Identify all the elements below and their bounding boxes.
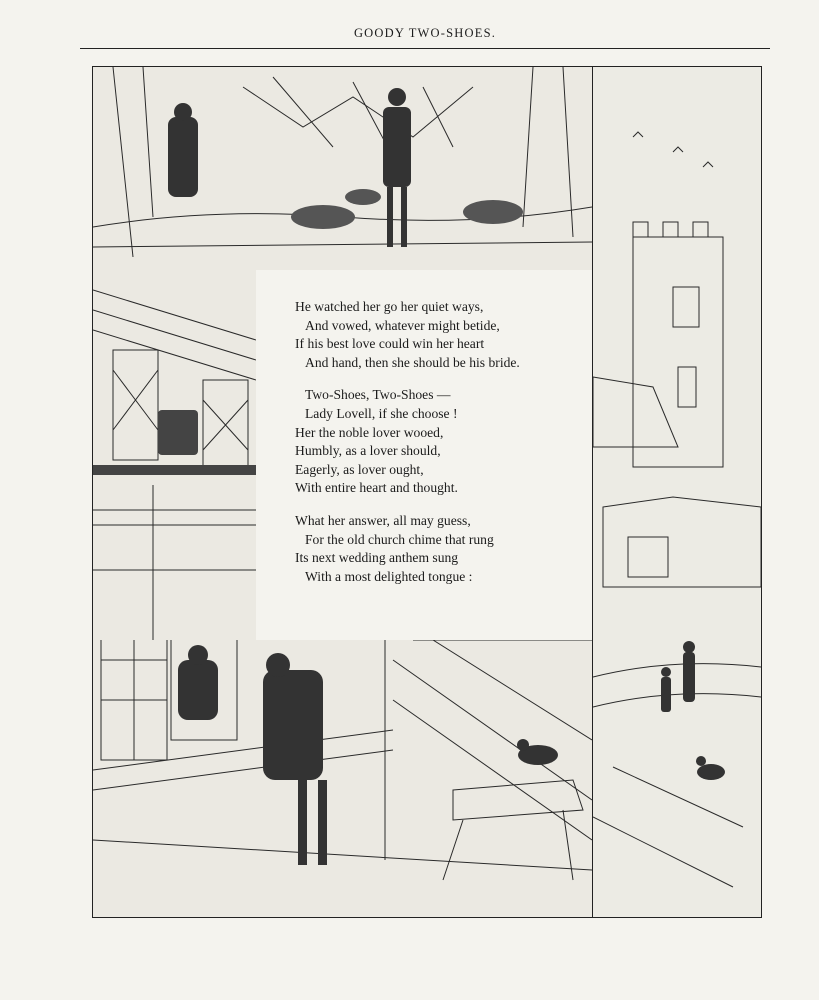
illustration-church-village <box>593 67 761 917</box>
poem-line: Its next wedding anthem sung <box>295 550 459 566</box>
illustration-woodland-hunter <box>93 67 592 270</box>
poem-line: He watched her go her quiet ways, <box>295 299 484 314</box>
running-head: GOODY TWO-SHOES. <box>353 26 497 40</box>
poem-stanza <box>295 386 585 498</box>
poem-line: What her answer, all may guess, <box>295 512 471 528</box>
poem-line: With entire heart and thought. <box>295 480 458 496</box>
header-rule <box>80 48 770 49</box>
poem-stanza <box>295 512 585 586</box>
poem-line: For the old church chime that rung <box>305 531 494 547</box>
poem-line: And hand, then she should be his bride. <box>305 354 520 370</box>
illustration-courtship-fence <box>93 640 592 917</box>
illustration-cottage-window <box>93 270 256 640</box>
poem-line: Lady Lovell, if she choose ! <box>305 405 458 421</box>
poem-line: Two-Shoes, Two-Shoes — <box>305 387 451 403</box>
poem-line: Her the noble lover wooed, <box>295 424 444 440</box>
poem-line: If his best love could win her heart <box>295 336 485 352</box>
poem-line: Humbly, as a lover should, <box>295 443 441 459</box>
poem-stanza <box>295 298 585 372</box>
poem-line: Eagerly, as lover ought, <box>295 461 424 477</box>
poem-line: And vowed, whatever might betide, <box>305 317 500 333</box>
poem-text <box>295 298 585 600</box>
poem-line: With a most delighted tongue : <box>305 568 473 584</box>
